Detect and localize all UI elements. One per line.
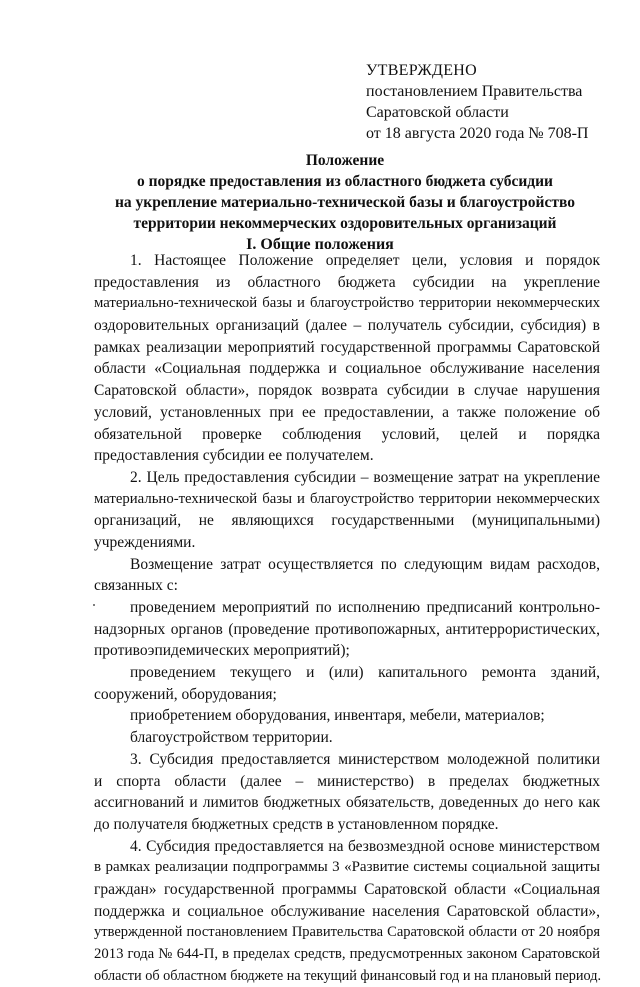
approval-stamp bbox=[366, 60, 626, 144]
body-line: Саратовской области», порядок возврата субсидии в случае нарушения bbox=[94, 382, 600, 400]
body-line: материально-технической базы и благоустройство территории некоммерческих bbox=[94, 295, 600, 312]
body-line: граждан» государственной программы Саратовской области «Социальная bbox=[94, 880, 600, 898]
body-line: 2013 года № 644-П, в пределах средств, предусмотренных законом Саратовской bbox=[94, 946, 600, 962]
body-line: организаций, не являющихся государственными (муниципальными) bbox=[94, 512, 600, 530]
body-line: утвержденной постановлением Правительства Саратовской области от 20 ноября bbox=[94, 924, 600, 941]
body-line: связанных с: bbox=[94, 577, 178, 595]
body-line: в рамках реализации подпрограммы 3 «Развитие системы социальной защиты bbox=[94, 859, 600, 876]
body-line: 4. Субсидия предоставляется на безвозмездной основе министерством bbox=[130, 837, 600, 855]
title-line: на укрепление материально-технической базы и благоустройство bbox=[115, 194, 575, 211]
body-line: 2. Цель предоставления субсидии – возмещение затрат на укрепление bbox=[130, 468, 600, 486]
document-title bbox=[40, 150, 640, 234]
approval-heading: УТВЕРЖДЕНО bbox=[366, 62, 478, 79]
body-line: до получателя бюджетных средств в установленном порядке. bbox=[94, 815, 499, 833]
body-line: оздоровительных организаций (далее – получатель субсидии, субсидия) в bbox=[94, 317, 600, 335]
approval-line: от 18 августа 2020 года № 708-П bbox=[366, 125, 589, 142]
body-line: поддержка и социальное обслуживание населения Саратовской области», bbox=[94, 902, 600, 920]
body-line: и спорта области (далее – министерство) в пределах бюджетных bbox=[94, 772, 600, 790]
body-line: противоэпидемических мероприятий); bbox=[94, 642, 350, 660]
body-line: благоустройством территории. bbox=[130, 729, 333, 747]
body-line: 1. Настоящее Положение определяет цели, условия и порядок bbox=[130, 252, 600, 269]
body-line: предоставления из областного бюджета субсидии на укрепление bbox=[94, 273, 600, 291]
body-line: проведением текущего и (или) капитального ремонта зданий, bbox=[130, 664, 600, 682]
title-line: территории некоммерческих оздоровительных организаций bbox=[133, 215, 557, 232]
body-line: проведением мероприятий по исполнению предписаний контрольно- bbox=[130, 599, 600, 616]
body-line: условий, установленных при ее предоставлении, а также положение об bbox=[94, 403, 600, 421]
scan-speck bbox=[93, 604, 95, 606]
body-line: ассигнований и лимитов бюджетных обязательств, доведенных до него как bbox=[94, 794, 600, 812]
title-line: о порядке предоставления из областного бюджета субсидии bbox=[137, 173, 553, 190]
approval-line: Саратовской области bbox=[366, 104, 509, 121]
body-line: учреждениями. bbox=[94, 533, 196, 551]
document-body bbox=[94, 250, 600, 987]
title-line: Положение bbox=[305, 152, 385, 169]
body-line: обязательной проверке соблюдения условий, целей и порядка bbox=[94, 425, 600, 443]
body-line: предоставления субсидии ее получателем. bbox=[94, 447, 374, 465]
body-line: 3. Субсидия предоставляется министерством молодежной политики bbox=[130, 750, 600, 768]
body-line: сооружений, оборудования; bbox=[94, 685, 277, 703]
body-line: материально-технической базы и благоустройство территории некоммерческих bbox=[94, 490, 600, 507]
body-line: приобретением оборудования, инвентаря, мебели, материалов; bbox=[130, 707, 545, 725]
body-line: области «Социальная поддержка и социальное обслуживание населения bbox=[94, 360, 600, 378]
approval-line: постановлением Правительства bbox=[366, 83, 583, 100]
body-line: надзорных органов (проведение противопожарных, антитеррористических, bbox=[94, 620, 600, 638]
body-line: рамках реализации мероприятий государственной программы Саратовской bbox=[94, 338, 600, 356]
body-line: Возмещение затрат осуществляется по следующим видам расходов, bbox=[130, 555, 600, 573]
body-line: области об областном бюджете на текущий финансовый год и на плановый период. bbox=[94, 967, 602, 984]
section-heading: I. Общие положения bbox=[246, 236, 394, 253]
